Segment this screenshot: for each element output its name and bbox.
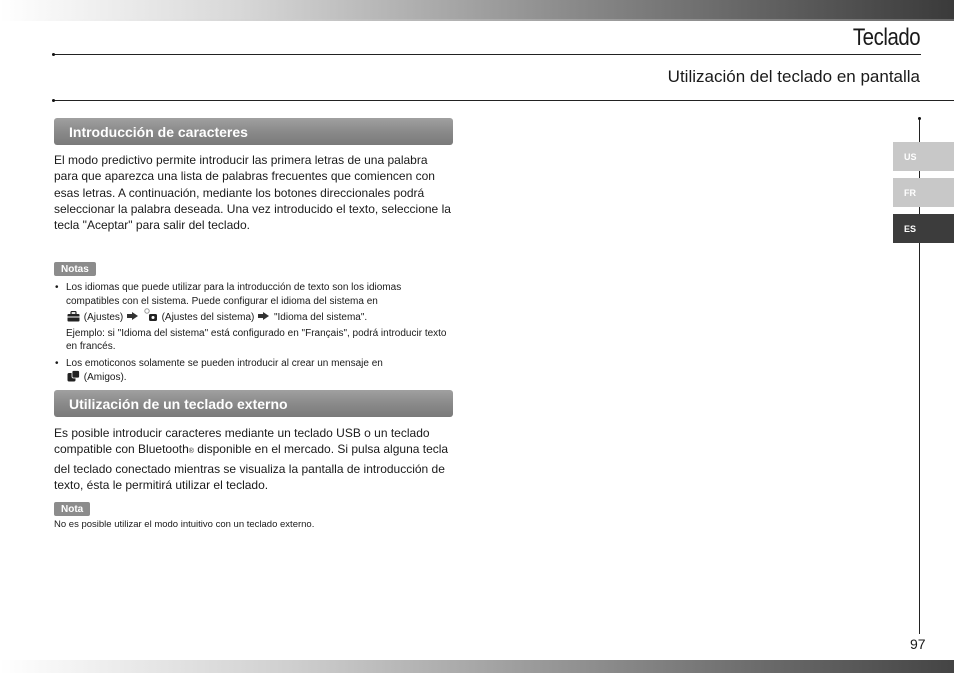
section-header-character-input xyxy=(54,118,453,145)
margin-dot xyxy=(918,117,921,120)
note-text: Los emoticonos solamente se pueden introducir al crear un mensaje en xyxy=(66,357,383,369)
rule-dot xyxy=(52,99,55,102)
note-example: Ejemplo: si "Idioma del sistema" está configurado en "Français", podrá introducir texto en francés. xyxy=(66,327,447,352)
bottom-decorative-bar xyxy=(0,660,954,673)
page-subtitle: Utilización del teclado en pantalla xyxy=(667,67,920,86)
friends-icon xyxy=(67,370,80,387)
page-title: Teclado xyxy=(852,24,920,51)
lang-tab-us[interactable]: US xyxy=(893,142,954,171)
arrow-right-icon xyxy=(132,312,138,320)
toolbox-icon xyxy=(67,311,80,327)
paragraph-part: Es posible introducir caracteres mediante un teclado USB o un teclado compatible con Bluetooth xyxy=(54,426,430,457)
registered-mark: ® xyxy=(188,448,194,456)
notes-label: Notas xyxy=(54,262,96,276)
lang-tab-fr[interactable]: FR xyxy=(893,178,954,207)
paragraph-part: disponible en el mercado. Si pulsa alguna tecla del teclado conectado mientras se visualiza la pantalla de introducción de texto, ésta le permitirá utilizar el teclado. xyxy=(54,442,449,492)
note-text: No es posible utilizar el modo intuitivo con un teclado externo. xyxy=(54,519,315,530)
rule-dot xyxy=(52,53,55,56)
section-title: Introducción de caracteres xyxy=(69,123,248,140)
section-paragraph xyxy=(54,425,454,493)
note-label: Nota xyxy=(54,502,90,516)
top-decorative-line xyxy=(0,19,954,21)
top-decorative-bar xyxy=(0,0,954,19)
system-language-label: "Idioma del sistema". xyxy=(273,312,368,323)
arrow-right-icon xyxy=(263,312,269,320)
section-paragraph: El modo predictivo permite introducir las primera letras de una palabra para que aparezca una lista de palabras frecuentes que comiencen con esas letras. A continuación, mediante los botones direccionales podrá seleccionar la palabra deseada. Una vez introducido el texto, seleccione la tecla "Aceptar" para salir del teclado. xyxy=(54,153,451,233)
section-title: Utilización de un teclado externo xyxy=(69,395,288,412)
system-settings-label: (Ajustes del sistema) xyxy=(161,312,255,323)
note-text: Los idiomas que puede utilizar para la introducción de texto son los idiomas compatibles con el sistema. Puede configurar el idioma del sistema en xyxy=(66,282,402,307)
note-item xyxy=(54,357,454,387)
settings-label: (Ajustes) xyxy=(83,312,124,323)
section-header-external-keyboard xyxy=(54,390,453,417)
notes-list xyxy=(54,281,454,390)
gear-icon xyxy=(144,308,158,327)
title-rule xyxy=(54,54,921,55)
note-item xyxy=(54,281,454,354)
subtitle-rule xyxy=(54,100,954,101)
lang-tab-es[interactable]: ES xyxy=(893,214,954,243)
friends-label: (Amigos). xyxy=(83,372,127,383)
page-number: 97 xyxy=(910,636,926,652)
